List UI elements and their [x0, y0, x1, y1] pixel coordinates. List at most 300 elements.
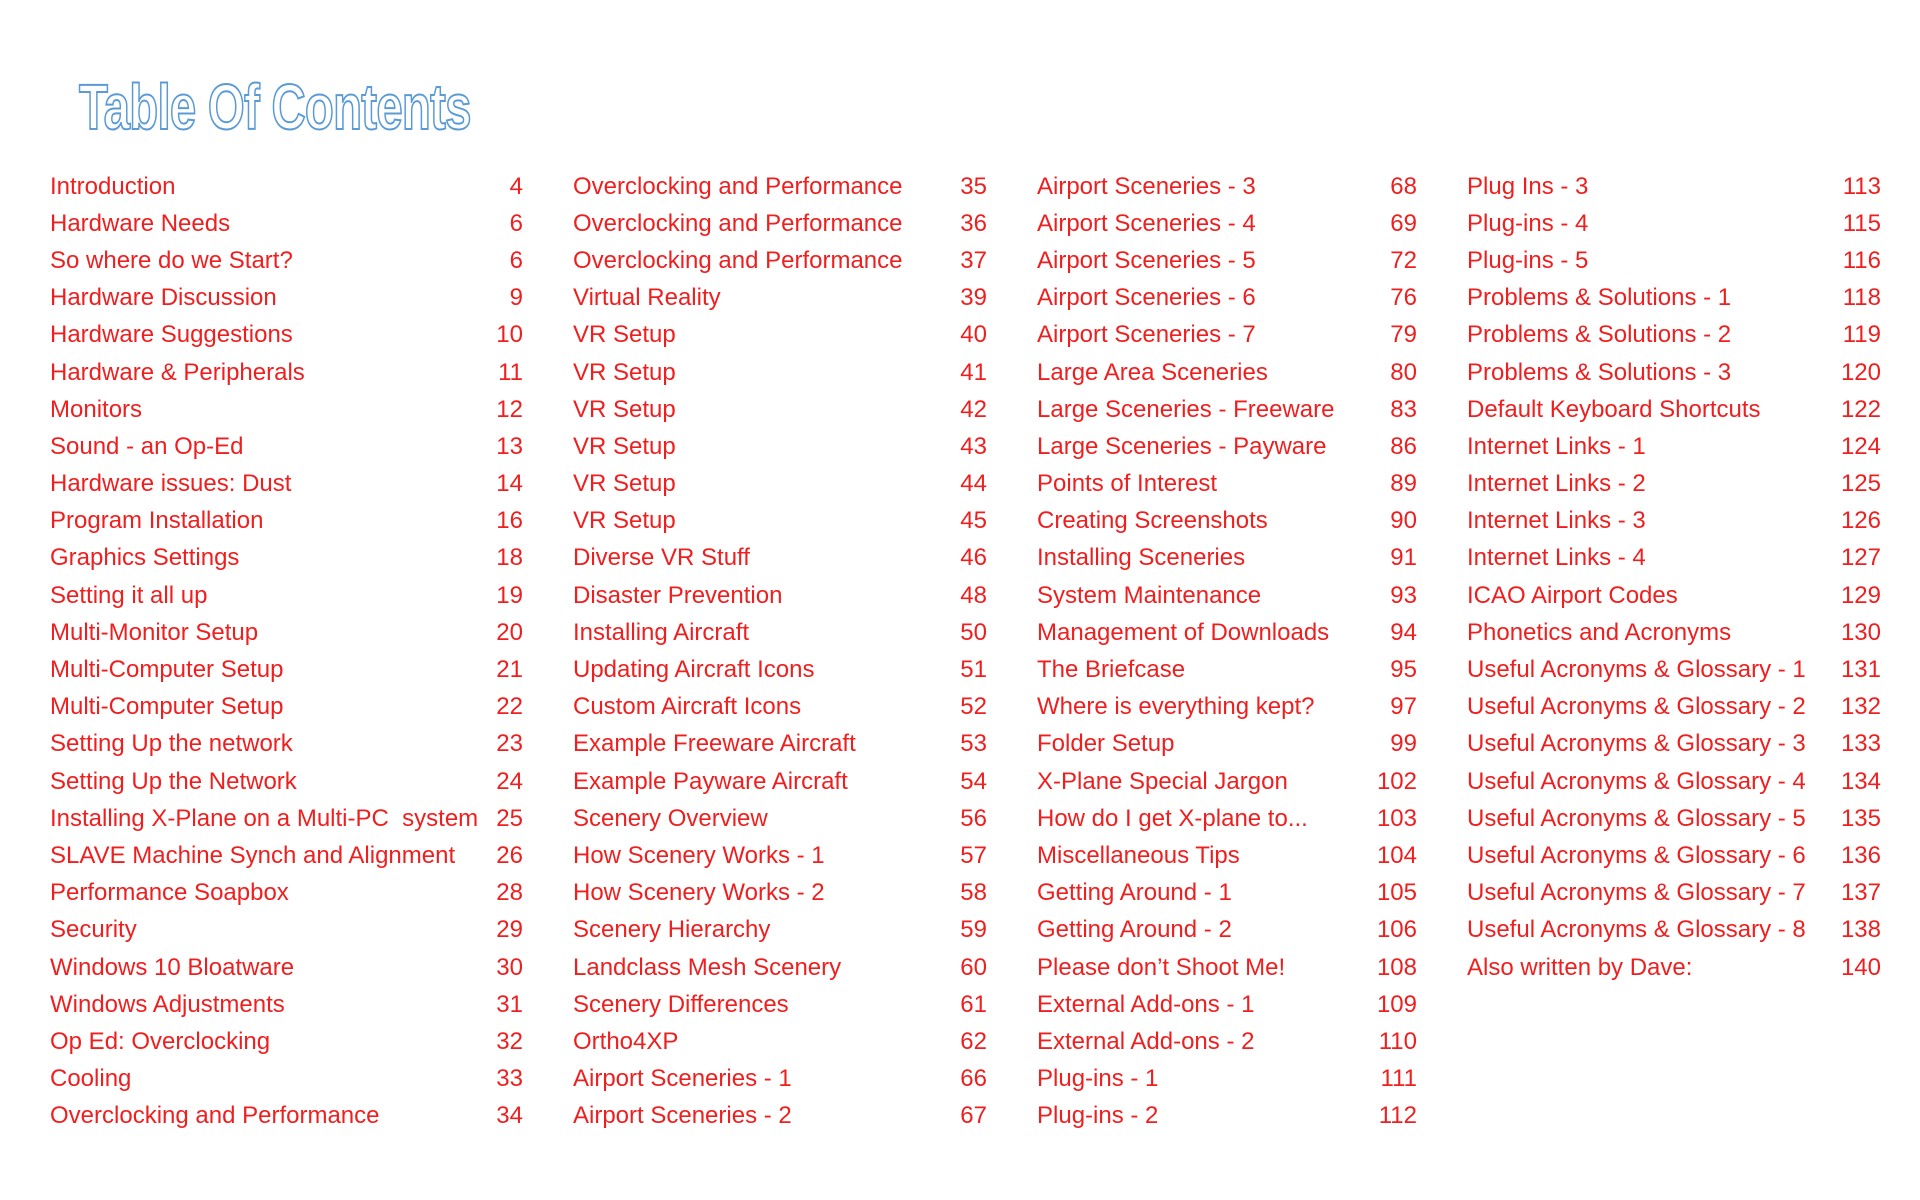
toc-entry[interactable]	[1467, 280, 1881, 317]
toc-entry-page-number: 48	[960, 581, 987, 609]
toc-entry-page-number: 4	[509, 172, 523, 200]
toc-entry-page-number: 12	[496, 395, 523, 423]
toc-entry[interactable]	[1037, 280, 1417, 317]
toc-entry-page-number: 66	[960, 1065, 987, 1093]
toc-entry-title: VR Setup	[573, 358, 676, 386]
toc-entry-page-number: 21	[496, 656, 523, 684]
toc-entry-title: How Scenery Works - 1	[573, 841, 825, 869]
toc-entry-title: Useful Acronyms & Glossary - 8	[1467, 916, 1806, 944]
toc-entry-title: How do I get X-plane to...	[1037, 804, 1308, 832]
toc-entry-title: Internet Links - 3	[1467, 507, 1646, 535]
toc-entry[interactable]	[1467, 651, 1881, 688]
toc-entry-title: Getting Around - 2	[1037, 916, 1232, 944]
toc-entry-title: Installing Sceneries	[1037, 544, 1246, 572]
toc-entry-page-number: 62	[960, 1027, 987, 1055]
toc-entry-title: Plug-ins - 5	[1467, 246, 1589, 274]
toc-entry[interactable]	[1467, 540, 1881, 577]
toc-column-3	[1037, 168, 1417, 1135]
toc-entry[interactable]	[50, 949, 523, 986]
toc-entry-title: Also written by Dave:	[1467, 953, 1693, 981]
toc-entry-title: Plug-ins - 4	[1467, 209, 1589, 237]
toc-entry[interactable]	[50, 800, 523, 837]
toc-entry-title: Ortho4XP	[573, 1027, 679, 1055]
toc-entry-page-number: 37	[960, 246, 987, 274]
toc-entry[interactable]	[50, 354, 523, 391]
toc-entry-page-number: 119	[1842, 321, 1881, 349]
toc-entry-title: Internet Links - 1	[1467, 432, 1646, 460]
toc-entry[interactable]	[573, 1098, 987, 1135]
toc-entry-page-number: 14	[496, 470, 523, 498]
toc-entry[interactable]	[1467, 242, 1881, 279]
toc-entry[interactable]	[573, 763, 987, 800]
toc-entry-page-number: 135	[1840, 804, 1881, 832]
toc-entry[interactable]	[50, 205, 523, 242]
toc-entry[interactable]	[573, 205, 987, 242]
toc-entry-page-number: 24	[496, 767, 523, 795]
toc-entry-title: Updating Aircraft Icons	[573, 656, 815, 684]
toc-entry-page-number: 52	[960, 693, 987, 721]
toc-entry[interactable]	[1037, 242, 1417, 279]
toc-entry[interactable]	[573, 391, 987, 428]
toc-entry-page-number: 124	[1840, 432, 1881, 460]
toc-entry-page-number: 111	[1380, 1065, 1417, 1093]
toc-entry-title: Useful Acronyms & Glossary - 1	[1467, 656, 1806, 684]
toc-entry[interactable]	[1037, 1061, 1417, 1098]
toc-entry[interactable]	[1037, 1098, 1417, 1135]
toc-entry[interactable]	[50, 1023, 523, 1060]
toc-entry-page-number: 16	[496, 507, 523, 535]
toc-entry-page-number: 126	[1840, 507, 1881, 535]
toc-entry-page-number: 86	[1390, 432, 1417, 460]
toc-entry-title: Airport Sceneries - 4	[1037, 209, 1256, 237]
toc-entry[interactable]	[50, 317, 523, 354]
toc-entry-title: Useful Acronyms & Glossary - 6	[1467, 841, 1806, 869]
toc-entry[interactable]	[50, 280, 523, 317]
toc-entry-title: Hardware Suggestions	[50, 321, 293, 349]
toc-entry-title: Problems & Solutions - 1	[1467, 284, 1732, 312]
toc-entry-page-number: 19	[496, 581, 523, 609]
toc-entry[interactable]	[573, 651, 987, 688]
toc-entry-page-number: 39	[960, 284, 987, 312]
toc-entry-title: Multi-Computer Setup	[50, 693, 284, 721]
toc-entry[interactable]	[1037, 466, 1417, 503]
toc-entry-page-number: 109	[1376, 990, 1417, 1018]
toc-entry-page-number: 133	[1840, 730, 1881, 758]
toc-entry-page-number: 26	[496, 841, 523, 869]
toc-entry-title: VR Setup	[573, 321, 676, 349]
toc-entry-page-number: 56	[960, 804, 987, 832]
toc-entry[interactable]	[1037, 726, 1417, 763]
toc-entry-page-number: 125	[1840, 470, 1881, 498]
toc-entry-title: The Briefcase	[1037, 656, 1186, 684]
toc-entry-page-number: 113	[1842, 172, 1881, 200]
toc-entry[interactable]	[1037, 503, 1417, 540]
toc-entry-page-number: 32	[496, 1027, 523, 1055]
toc-entry[interactable]	[573, 949, 987, 986]
toc-entry[interactable]	[573, 540, 987, 577]
toc-entry[interactable]	[1037, 614, 1417, 651]
toc-entry-title: Plug-ins - 2	[1037, 1102, 1159, 1130]
toc-entry[interactable]	[50, 837, 523, 874]
toc-entry-page-number: 112	[1378, 1102, 1417, 1130]
toc-entry-page-number: 25	[496, 804, 523, 832]
toc-entry-title: Airport Sceneries - 3	[1037, 172, 1256, 200]
toc-entry-title: Hardware Needs	[50, 209, 231, 237]
toc-entry-page-number: 90	[1390, 507, 1417, 535]
toc-entry-page-number: 34	[496, 1102, 523, 1130]
toc-entry[interactable]	[50, 168, 523, 205]
toc-entry[interactable]	[1467, 912, 1881, 949]
toc-entry-title: Where is everything kept?	[1037, 693, 1315, 721]
toc-entry-page-number: 42	[960, 395, 987, 423]
toc-entry-page-number: 36	[960, 209, 987, 237]
toc-entry-title: Airport Sceneries - 7	[1037, 321, 1256, 349]
toc-entry-title: VR Setup	[573, 470, 676, 498]
toc-entry[interactable]	[573, 317, 987, 354]
toc-entry[interactable]	[1037, 763, 1417, 800]
toc-entry-title: Installing X-Plane on a Multi-PC system	[50, 804, 479, 832]
toc-entry-page-number: 108	[1376, 953, 1417, 981]
toc-entry-page-number: 53	[960, 730, 987, 758]
toc-entry-title: Program Installation	[50, 507, 264, 535]
toc-entry[interactable]	[1037, 540, 1417, 577]
toc-entry-page-number: 130	[1840, 618, 1881, 646]
toc-entry-title: Points of Interest	[1037, 470, 1218, 498]
toc-entry[interactable]	[50, 875, 523, 912]
toc-entry-title: External Add-ons - 1	[1037, 990, 1255, 1018]
toc-entry-title: Landclass Mesh Scenery	[573, 953, 842, 981]
toc-entry-page-number: 43	[960, 432, 987, 460]
toc-entry[interactable]	[1467, 503, 1881, 540]
toc-entry-page-number: 23	[496, 730, 523, 758]
toc-entry-page-number: 97	[1390, 693, 1417, 721]
toc-entry-page-number: 46	[960, 544, 987, 572]
toc-entry[interactable]	[50, 726, 523, 763]
toc-entry-page-number: 102	[1376, 767, 1417, 795]
toc-entry[interactable]	[1037, 651, 1417, 688]
toc-entry-title: Performance Soapbox	[50, 879, 289, 907]
toc-entry[interactable]	[573, 428, 987, 465]
toc-entry-page-number: 54	[960, 767, 987, 795]
toc-entry-title: Scenery Overview	[573, 804, 768, 832]
toc-entry-title: Setting Up the network	[50, 730, 293, 758]
toc-entry[interactable]	[573, 689, 987, 726]
toc-column-4	[1467, 168, 1881, 986]
toc-entry-title: Useful Acronyms & Glossary - 2	[1467, 693, 1806, 721]
toc-column-1	[50, 168, 523, 1135]
toc-entry[interactable]	[50, 466, 523, 503]
toc-entry-page-number: 69	[1390, 209, 1417, 237]
toc-entry-title: Problems & Solutions - 2	[1467, 321, 1732, 349]
toc-entry-page-number: 76	[1390, 284, 1417, 312]
toc-entry[interactable]	[573, 1023, 987, 1060]
toc-entry[interactable]	[1037, 428, 1417, 465]
toc-entry[interactable]	[1467, 354, 1881, 391]
toc-entry-title: Diverse VR Stuff	[573, 544, 750, 572]
toc-entry-page-number: 118	[1842, 284, 1881, 312]
toc-entry[interactable]	[573, 614, 987, 651]
toc-entry[interactable]	[1037, 1023, 1417, 1060]
toc-entry[interactable]	[50, 651, 523, 688]
toc-entry-title: ICAO Airport Codes	[1467, 581, 1678, 609]
toc-entry-page-number: 104	[1376, 841, 1417, 869]
toc-entry-page-number: 51	[960, 656, 987, 684]
toc-entry-page-number: 134	[1840, 767, 1881, 795]
toc-entry-title: Overclocking and Performance	[50, 1102, 380, 1130]
toc-entry[interactable]	[573, 466, 987, 503]
toc-entry-page-number: 72	[1390, 246, 1417, 274]
toc-entry[interactable]	[1037, 391, 1417, 428]
toc-entry-title: Creating Screenshots	[1037, 507, 1268, 535]
toc-entry-page-number: 33	[496, 1065, 523, 1093]
toc-entry-title: VR Setup	[573, 395, 676, 423]
toc-entry-title: Example Payware Aircraft	[573, 767, 848, 795]
toc-entry-title: Setting Up the Network	[50, 767, 297, 795]
toc-entry[interactable]	[50, 577, 523, 614]
toc-entry[interactable]	[1467, 614, 1881, 651]
toc-entry[interactable]	[1037, 949, 1417, 986]
toc-entry[interactable]	[573, 503, 987, 540]
toc-entry-title: Overclocking and Performance	[573, 209, 903, 237]
toc-entry-page-number: 30	[496, 953, 523, 981]
toc-entry[interactable]	[573, 837, 987, 874]
toc-entry-page-number: 20	[496, 618, 523, 646]
toc-entry[interactable]	[573, 800, 987, 837]
toc-entry-page-number: 106	[1376, 916, 1417, 944]
toc-entry[interactable]	[1037, 205, 1417, 242]
toc-entry-title: Airport Sceneries - 1	[573, 1065, 792, 1093]
toc-entry-page-number: 132	[1840, 693, 1881, 721]
toc-entry-page-number: 105	[1376, 879, 1417, 907]
toc-entry-title: Large Sceneries - Freeware	[1037, 395, 1335, 423]
toc-entry[interactable]	[1467, 168, 1881, 205]
toc-entry[interactable]	[50, 503, 523, 540]
toc-entry-page-number: 57	[960, 841, 987, 869]
toc-entry-title: Getting Around - 1	[1037, 879, 1232, 907]
toc-entry-title: Useful Acronyms & Glossary - 3	[1467, 730, 1806, 758]
toc-entry-page-number: 61	[960, 990, 987, 1018]
toc-entry-title: Custom Aircraft Icons	[573, 693, 802, 721]
toc-entry[interactable]	[1467, 949, 1881, 986]
toc-entry-title: So where do we Start?	[50, 246, 293, 274]
toc-entry[interactable]	[1467, 800, 1881, 837]
toc-entry[interactable]	[573, 1061, 987, 1098]
toc-entry[interactable]	[573, 986, 987, 1023]
toc-entry-page-number: 99	[1390, 730, 1417, 758]
toc-entry-page-number: 115	[1842, 209, 1881, 237]
toc-entry[interactable]	[1037, 354, 1417, 391]
page-title: Table Of Contents	[79, 71, 471, 143]
toc-entry-title: VR Setup	[573, 432, 676, 460]
toc-entry[interactable]	[1037, 837, 1417, 874]
toc-entry[interactable]	[50, 986, 523, 1023]
toc-column-2	[573, 168, 987, 1135]
toc-entry-page-number: 110	[1378, 1027, 1417, 1055]
toc-entry-page-number: 136	[1840, 841, 1881, 869]
toc-entry-page-number: 89	[1390, 470, 1417, 498]
toc-entry-title: Phonetics and Acronyms	[1467, 618, 1732, 646]
toc-entry-title: Disaster Prevention	[573, 581, 783, 609]
toc-entry-page-number: 122	[1840, 395, 1881, 423]
toc-entry-page-number: 93	[1390, 581, 1417, 609]
toc-entry-title: Virtual Reality	[573, 284, 721, 312]
toc-entry-title: Internet Links - 4	[1467, 544, 1646, 572]
toc-entry-title: Windows Adjustments	[50, 990, 285, 1018]
toc-entry-title: Problems & Solutions - 3	[1467, 358, 1732, 386]
toc-entry-title: VR Setup	[573, 507, 676, 535]
toc-entry[interactable]	[50, 614, 523, 651]
toc-entry-page-number: 127	[1840, 544, 1881, 572]
toc-entry[interactable]	[1467, 726, 1881, 763]
toc-entry[interactable]	[50, 763, 523, 800]
toc-entry-page-number: 116	[1842, 246, 1881, 274]
toc-entry[interactable]	[573, 242, 987, 279]
toc-entry-title: Useful Acronyms & Glossary - 7	[1467, 879, 1806, 907]
toc-entry[interactable]	[573, 280, 987, 317]
toc-entry[interactable]	[1037, 986, 1417, 1023]
toc-entry-page-number: 29	[496, 916, 523, 944]
toc-entry-title: Introduction	[50, 172, 176, 200]
toc-entry-title: Scenery Differences	[573, 990, 789, 1018]
toc-entry-page-number: 131	[1840, 656, 1881, 684]
toc-entry[interactable]	[1037, 317, 1417, 354]
toc-entry-page-number: 120	[1840, 358, 1881, 386]
toc-entry-title: System Maintenance	[1037, 581, 1262, 609]
toc-entry-title: Hardware & Peripherals	[50, 358, 305, 386]
toc-entry[interactable]	[50, 391, 523, 428]
toc-entry-page-number: 91	[1390, 544, 1417, 572]
toc-entry-title: Management of Downloads	[1037, 618, 1330, 646]
toc-entry-page-number: 40	[960, 321, 987, 349]
toc-entry-title: Graphics Settings	[50, 544, 240, 572]
toc-entry-page-number: 140	[1840, 953, 1881, 981]
toc-entry-title: Installing Aircraft	[573, 618, 750, 646]
toc-entry[interactable]	[1467, 205, 1881, 242]
toc-entry[interactable]	[1467, 577, 1881, 614]
toc-entry[interactable]	[1467, 428, 1881, 465]
toc-entry[interactable]	[1467, 317, 1881, 354]
toc-entry[interactable]	[50, 689, 523, 726]
toc-entry[interactable]	[1037, 689, 1417, 726]
toc-entry-page-number: 80	[1390, 358, 1417, 386]
toc-entry-page-number: 11	[498, 358, 523, 386]
toc-entry-page-number: 58	[960, 879, 987, 907]
toc-entry[interactable]	[1037, 800, 1417, 837]
toc-entry-title: Windows 10 Bloatware	[50, 953, 295, 981]
toc-entry[interactable]	[1467, 875, 1881, 912]
toc-entry-title: Hardware issues: Dust	[50, 470, 292, 498]
toc-entry-title: Miscellaneous Tips	[1037, 841, 1240, 869]
toc-entry-page-number: 10	[496, 321, 523, 349]
toc-entry-page-number: 129	[1840, 581, 1881, 609]
toc-entry[interactable]	[573, 577, 987, 614]
toc-entry-title: How Scenery Works - 2	[573, 879, 825, 907]
toc-entry-page-number: 94	[1390, 618, 1417, 646]
toc-entry-page-number: 35	[960, 172, 987, 200]
toc-entry-page-number: 6	[509, 246, 523, 274]
toc-entry-title: Multi-Computer Setup	[50, 656, 284, 684]
toc-entry-page-number: 103	[1376, 804, 1417, 832]
toc-entry-page-number: 31	[496, 990, 523, 1018]
toc-entry-page-number: 13	[496, 432, 523, 460]
toc-entry-title: Internet Links - 2	[1467, 470, 1646, 498]
toc-entry-title: External Add-ons - 2	[1037, 1027, 1255, 1055]
toc-entry-title: Monitors	[50, 395, 143, 423]
toc-entry-page-number: 138	[1840, 916, 1881, 944]
toc-entry[interactable]	[573, 168, 987, 205]
toc-entry-title: Multi-Monitor Setup	[50, 618, 259, 646]
toc-entry-page-number: 44	[960, 470, 987, 498]
toc-entry-title: Airport Sceneries - 2	[573, 1102, 792, 1130]
toc-entry[interactable]	[573, 912, 987, 949]
toc-entry-title: X-Plane Special Jargon	[1037, 767, 1288, 795]
toc-entry-title: Hardware Discussion	[50, 284, 277, 312]
toc-entry-title: SLAVE Machine Synch and Alignment	[50, 841, 456, 869]
toc-entry-title: Large Area Sceneries	[1037, 358, 1268, 386]
toc-entry[interactable]	[1467, 837, 1881, 874]
toc-entry-title: Security	[50, 916, 137, 944]
toc-entry-page-number: 59	[960, 916, 987, 944]
toc-entry-page-number: 60	[960, 953, 987, 981]
toc-entry[interactable]	[573, 354, 987, 391]
toc-entry-page-number: 67	[960, 1102, 987, 1130]
toc-entry[interactable]	[1037, 577, 1417, 614]
toc-entry-title: Please don’t Shoot Me!	[1037, 953, 1286, 981]
toc-entry-title: Airport Sceneries - 6	[1037, 284, 1256, 312]
toc-entry-page-number: 79	[1390, 321, 1417, 349]
toc-entry[interactable]	[50, 1061, 523, 1098]
toc-entry[interactable]	[1037, 875, 1417, 912]
toc-entry-title: Default Keyboard Shortcuts	[1467, 395, 1761, 423]
toc-entry-page-number: 22	[496, 693, 523, 721]
toc-entry-page-number: 137	[1840, 879, 1881, 907]
toc-entry[interactable]	[50, 540, 523, 577]
toc-entry[interactable]	[573, 875, 987, 912]
toc-entry-title: Plug-ins - 1	[1037, 1065, 1159, 1093]
toc-entry-title: Example Freeware Aircraft	[573, 730, 856, 758]
toc-entry-title: Overclocking and Performance	[573, 246, 903, 274]
toc-entry[interactable]	[50, 242, 523, 279]
toc-entry-title: Plug Ins - 3	[1467, 172, 1589, 200]
toc-entry[interactable]	[50, 1098, 523, 1135]
toc-entry-page-number: 45	[960, 507, 987, 535]
toc-entry[interactable]	[1467, 763, 1881, 800]
toc-entry-title: Setting it all up	[50, 581, 208, 609]
toc-entry-title: Cooling	[50, 1065, 132, 1093]
toc-entry-title: Large Sceneries - Payware	[1037, 432, 1327, 460]
toc-entry[interactable]	[1467, 466, 1881, 503]
toc-entry-title: Folder Setup	[1037, 730, 1175, 758]
toc-entry[interactable]	[573, 726, 987, 763]
toc-entry-page-number: 18	[496, 544, 523, 572]
toc-entry-page-number: 28	[496, 879, 523, 907]
toc-entry-title: Sound - an Op-Ed	[50, 432, 244, 460]
toc-entry-page-number: 6	[509, 209, 523, 237]
toc-entry[interactable]	[1467, 391, 1881, 428]
toc-entry-page-number: 95	[1390, 656, 1417, 684]
toc-entry[interactable]	[50, 912, 523, 949]
toc-entry[interactable]	[1037, 168, 1417, 205]
toc-entry-title: Useful Acronyms & Glossary - 4	[1467, 767, 1806, 795]
toc-entry-title: Useful Acronyms & Glossary - 5	[1467, 804, 1806, 832]
toc-entry[interactable]	[1037, 912, 1417, 949]
toc-entry-page-number: 9	[509, 284, 523, 312]
toc-entry-page-number: 50	[960, 618, 987, 646]
toc-entry-page-number: 83	[1390, 395, 1417, 423]
toc-entry[interactable]	[1467, 689, 1881, 726]
toc-entry-title: Op Ed: Overclocking	[50, 1027, 271, 1055]
toc-entry[interactable]	[50, 428, 523, 465]
